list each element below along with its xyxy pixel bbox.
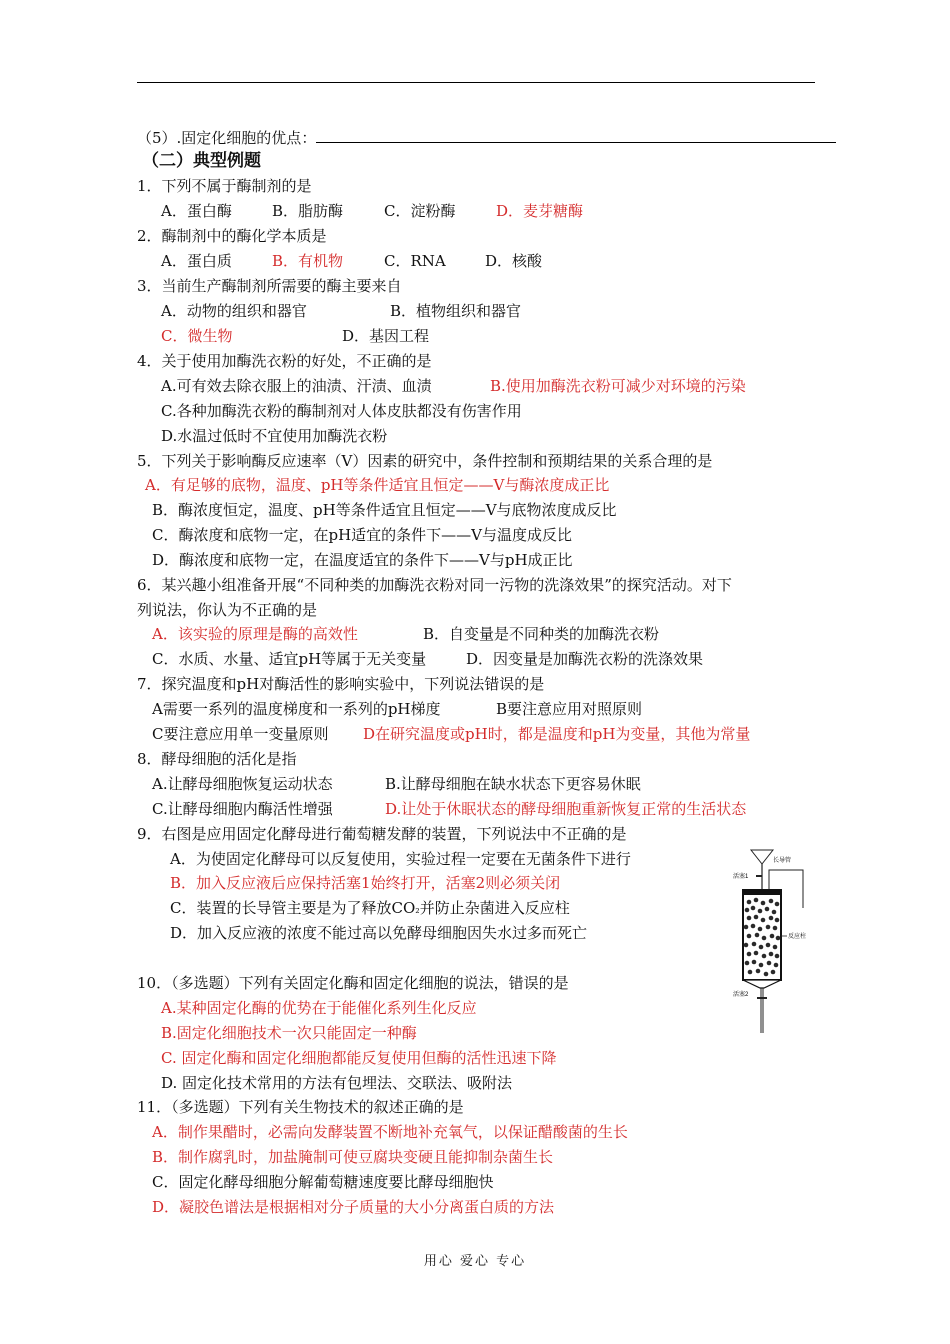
svg-text:活塞2: 活塞2 <box>733 992 749 998</box>
q11-option-c: C．固定化酵母细胞分解葡萄糖速度要比酵母细胞快 <box>152 1173 494 1191</box>
question-5: 5．下列关于影响酶反应速率（V）因素的研究中，条件控制和预期结果的关系合理的是 <box>137 452 713 470</box>
question-3: 3．当前生产酶制剂所需要的酶主要来自 <box>137 277 402 295</box>
q7-option-b: B要注意应用对照原则 <box>496 700 643 718</box>
q3-option-b: B．植物组织和器官 <box>390 302 522 320</box>
q9-option-d: D．加入反应液的浓度不能过高以免酵母细胞因失水过多而死亡 <box>170 924 588 942</box>
svg-text:反应柱: 反应柱 <box>788 934 807 940</box>
q6-option-a: A．该实验的原理是酶的高效性 <box>152 625 358 643</box>
q1-option-a: A．蛋白酶 <box>161 202 232 220</box>
q8-option-d: D.让处于休眠状态的酵母细胞重新恢复正常的生活状态 <box>385 800 747 818</box>
q9-option-b: B．加入反应液后应保持活塞1始终打开，活塞2则必须关闭 <box>170 874 561 892</box>
question-8: 8．酵母细胞的活化是指 <box>137 750 297 768</box>
q1-option-c: C．淀粉酶 <box>384 202 456 220</box>
q9-option-c: C．装置的长导管主要是为了释放CO₂并防止杂菌进入反应柱 <box>170 899 570 917</box>
q5-option-a: A．有足够的底物，温度、pH等条件适宜且恒定——V与酶浓度成正比 <box>145 476 610 494</box>
q10-option-b: B.固定化细胞技术一次只能固定一种酶 <box>161 1024 417 1042</box>
q4-option-b: B.使用加酶洗衣粉可减少对环境的污染 <box>490 377 746 395</box>
question-6: 6．某兴趣小组准备开展“不同种类的加酶洗衣粉对同一污物的洗涤效果”的探究活动。对下 <box>137 576 732 594</box>
header-rule <box>137 82 815 83</box>
q10-option-d: D. 固定化技术常用的方法有包埋法、交联法、吸附法 <box>161 1074 513 1092</box>
q6-option-b: B．自变量是不同种类的加酶洗衣粉 <box>423 625 660 643</box>
q1-option-d: D．麦芽糖酶 <box>496 202 584 220</box>
section-title: （二）典型例题 <box>142 151 261 171</box>
q5-option-c: C．酶浓度和底物一定，在pH适宜的条件下——V与温度成反比 <box>152 526 572 544</box>
question-10: 10．（多选题）下列有关固定化酶和固定化细胞的说法，错误的是 <box>137 974 569 992</box>
q5-line: （5）.固定化细胞的优点： <box>137 128 836 148</box>
q7-option-a: A需要一系列的温度梯度和一系列的pH梯度 <box>152 700 441 718</box>
q2-option-d: D．核酸 <box>485 252 543 270</box>
q3-option-a: A．动物的组织和器官 <box>161 302 307 320</box>
q11-option-a: A．制作果醋时，必需向发酵装置不断地补充氧气，以保证醋酸菌的生长 <box>152 1123 628 1141</box>
q5-option-b: B．酶浓度恒定，温度、pH等条件适宜且恒定——V与底物浓度成反比 <box>152 501 617 519</box>
q3-option-c: C．微生物 <box>161 327 233 345</box>
fermentation-apparatus-figure <box>733 848 821 1033</box>
q4-option-d: D.水温过低时不宜使用加酶洗衣粉 <box>161 427 388 445</box>
q8-option-c: C.让酵母细胞内酶活性增强 <box>152 800 333 818</box>
svg-text:长导管: 长导管 <box>773 858 792 864</box>
q5-option-d: D．酶浓度和底物一定，在温度适宜的条件下——V与pH成正比 <box>152 551 573 569</box>
q6-option-c: C．水质、水量、适宜pH等属于无关变量 <box>152 650 427 668</box>
question-4: 4．关于使用加酶洗衣粉的好处，不正确的是 <box>137 352 432 370</box>
q2-option-a: A．蛋白质 <box>161 252 232 270</box>
q4-option-c: C.各种加酶洗衣粉的酶制剂对人体皮肤都没有伤害作用 <box>161 402 522 420</box>
q3-option-d: D．基因工程 <box>342 327 430 345</box>
q11-option-d: D．凝胶色谱法是根据相对分子质量的大小分离蛋白质的方法 <box>152 1198 555 1216</box>
question-2: 2．酶制剂中的酶化学本质是 <box>137 227 327 245</box>
question-6-cont: 列说法，你认为不正确的是 <box>137 601 318 619</box>
funnel-icon <box>751 850 773 864</box>
question-1: 1．下列不属于酶制剂的是 <box>137 177 312 195</box>
q9-option-a: A．为使固定化酵母可以反复使用，实验过程一定要在无菌条件下进行 <box>170 850 631 868</box>
q4-option-a: A.可有效去除衣服上的油渍、汗渍、血渍 <box>161 377 432 395</box>
q10-option-a: A.某种固定化酶的优势在于能催化系列生化反应 <box>161 999 477 1017</box>
question-7: 7．探究温度和pH对酶活性的影响实验中，下列说法错误的是 <box>137 675 545 693</box>
q11-option-b: B．制作腐乳时，加盐腌制可使豆腐块变硬且能抑制杂菌生长 <box>152 1148 554 1166</box>
answer-blank <box>316 129 836 143</box>
q8-option-a: A.让酵母细胞恢复运动状态 <box>152 775 333 793</box>
q10-option-c: C. 固定化酶和固定化细胞都能反复使用但酶的活性迅速下降 <box>161 1049 557 1067</box>
q2-option-c: C．RNA <box>384 252 446 270</box>
q7-option-c: C要注意应用单一变量原则 <box>152 725 329 743</box>
svg-text:活塞1: 活塞1 <box>733 874 749 880</box>
q2-option-b: B．有机物 <box>272 252 344 270</box>
q1-option-b: B．脂肪酶 <box>272 202 344 220</box>
q8-option-b: B.让酵母细胞在缺水状态下更容易休眠 <box>385 775 641 793</box>
question-11: 11．（多选题）下列有关生物技术的叙述正确的是 <box>137 1098 464 1116</box>
question-9: 9．右图是应用固定化酵母进行葡萄糖发酵的装置，下列说法中不正确的是 <box>137 825 627 843</box>
q6-option-d: D．因变量是加酶洗衣粉的洗涤效果 <box>466 650 704 668</box>
q7-option-d: D在研究温度或pH时，都是温度和pH为变量，其他为常量 <box>363 725 751 743</box>
page-footer: 用心 爱心 专心 <box>423 1254 527 1269</box>
